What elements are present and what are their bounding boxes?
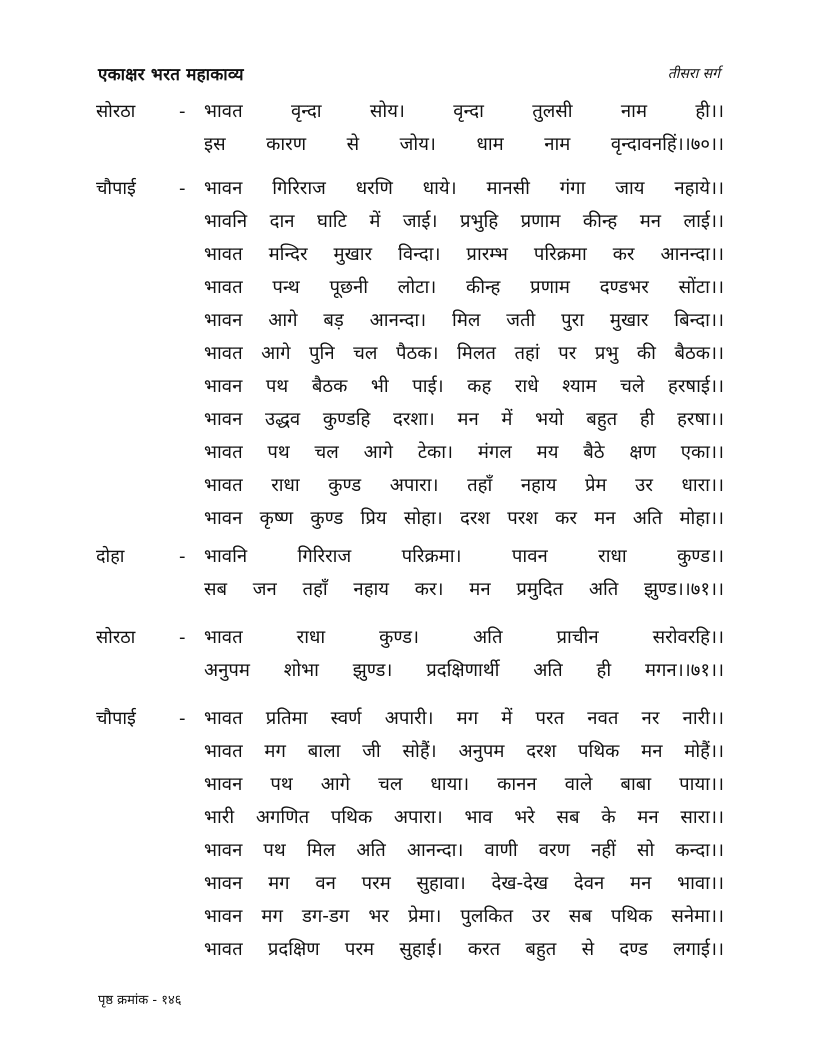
stanza-sortha-2 (96, 621, 726, 687)
stanza-label: सोरठा (96, 627, 136, 648)
verse-line: भारी अगणित पथिक अपारा। भाव भरे सब के मन सारा।। (204, 807, 724, 828)
verse-line: भावत मग बाला जी सोहैं। अनुपम दरश पथिक मन मोहैं।। (204, 741, 724, 762)
verse-line: भावन पथ आगे चल धाया। कानन वाले बाबा पाया।। (204, 774, 724, 795)
verse-lines (204, 95, 724, 161)
page-number: पृष्ठ क्रमांक - १४६ (98, 993, 182, 1008)
book-title: एकाक्षर भरत महाकाव्य (98, 65, 244, 85)
verse-line: भावन पथ मिल अति आनन्दा। वाणी वरण नहीं सो कन्दा।। (204, 840, 724, 861)
verse-line: भावत प्रतिमा स्वर्ण अपारी। मग में परत नवत नर नारी।। (204, 708, 724, 729)
verse-line: भावत आगे पुनि चल पैठक। मिलत तहां पर प्रभु की बैठक।। (204, 343, 724, 364)
stanza-label: दोहा (96, 546, 125, 567)
page-header (98, 62, 720, 86)
stanza-doha (96, 540, 726, 606)
stanza-dash: - (179, 101, 186, 122)
verse-line: भावन पथ बैठक भी पाई। कह राधे श्याम चले हरषाई।। (204, 376, 724, 397)
stanza-dash: - (179, 708, 186, 729)
verse-line: भावनि दान घाटि में जाई। प्रभुहि प्रणाम कीन्ह मन लाई।। (204, 211, 724, 232)
verse-lines (204, 621, 724, 687)
verse-line: भावत वृन्दा सोय। वृन्दा तुलसी नाम ही।। (204, 101, 724, 122)
verse-line: भावन मग वन परम सुहावा। देख-देख देवन मन भावा।। (204, 873, 724, 894)
verse-lines (204, 540, 724, 606)
verse-line: भावन उद्धव कुण्डहि दरशा। मन में भयो बहुत ही हरषा।। (204, 409, 724, 430)
verse-line: भावन गिरिराज धरणि धाये। मानसी गंगा जाय नहाये।। (204, 178, 724, 199)
verse-line: भावनि गिरिराज परिक्रमा। पावन राधा कुण्ड।। (204, 546, 724, 567)
verse-line: भावन कृष्ण कुण्ड प्रिय सोहा। दरश परश कर मन अति मोहा।। (204, 508, 724, 529)
stanza-label: सोरठा (96, 101, 136, 122)
verse-line: भावत राधा कुण्ड अपारा। तहाँ नहाय प्रेम उर धारा।। (204, 475, 724, 496)
verse-lines (204, 172, 724, 535)
verse-lines (204, 702, 724, 966)
stanza-dash: - (179, 627, 186, 648)
stanza-dash: - (179, 178, 186, 199)
stanza-chaupai-2 (96, 702, 726, 966)
verse-line: भावत पन्थ पूछनी लोटा। कीन्ह प्रणाम दण्डभर सोंटा।। (204, 277, 724, 298)
verse-line: भावत प्रदक्षिण परम सुहाई। करत बहुत से दण्ड लगाई।। (204, 939, 724, 960)
stanza-label: चौपाई (96, 708, 136, 729)
verse-line: भावत पथ चल आगे टेका। मंगल मय बैठे क्षण एका।। (204, 442, 724, 463)
verse-line: अनुपम शोभा झुण्ड। प्रदक्षिणार्थी अति ही मगन।।७१।। (204, 660, 724, 681)
verse-line: सब जन तहाँ नहाय कर। मन प्रमुदित अति झुण्ड।।७१।। (204, 579, 724, 600)
stanza-chaupai-1 (96, 172, 726, 535)
verse-line: भावत राधा कुण्ड। अति प्राचीन सरोवरहि।। (204, 627, 724, 648)
chapter-title: तीसरा सर्ग (667, 66, 720, 82)
stanza-label: चौपाई (96, 178, 136, 199)
verse-line: भावन मग डग-डग भर प्रेमा। पुलकित उर सब पथिक सनेमा।। (204, 906, 724, 927)
verse-line: इस कारण से जोय। धाम नाम वृन्दावनहिं।।७०।। (204, 134, 724, 155)
stanza-sortha-1 (96, 95, 726, 161)
verse-line: भावन आगे बड़ आनन्दा। मिल जती पुरा मुखार बिन्दा।। (204, 310, 724, 331)
stanza-dash: - (179, 546, 186, 567)
verse-line: भावत मन्दिर मुखार विन्दा। प्रारम्भ परिक्रमा कर आनन्दा।। (204, 244, 724, 265)
